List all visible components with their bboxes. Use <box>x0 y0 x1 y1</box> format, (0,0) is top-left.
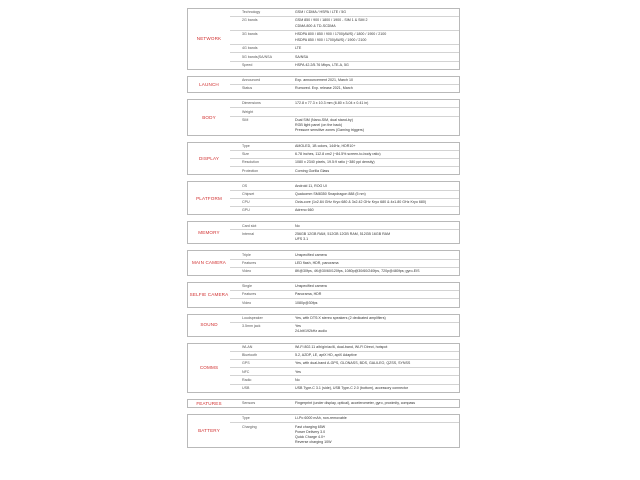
spec-label: Speed <box>242 62 253 67</box>
spec-value-line: Fast charging 65W <box>295 424 326 429</box>
section-rows <box>230 344 459 392</box>
spec-row <box>230 198 459 206</box>
spec-row <box>230 150 459 158</box>
spec-value-line: Yes, with dual-band A-GPS, GLONASS, BDS, GALILEO, QZSS, SYNSS <box>295 361 411 366</box>
spec-value <box>293 77 459 84</box>
spec-label: Single <box>242 284 252 289</box>
spec-value <box>293 323 459 336</box>
spec-label: SIM <box>242 117 249 122</box>
spec-value <box>293 423 459 446</box>
spec-value-line: SA/NSA <box>295 54 309 59</box>
spec-row <box>230 229 459 243</box>
spec-value-line: 6.78 inches, 112.8 cm2 (~84.5% screen-to-body ratio) <box>295 152 381 157</box>
section-rows <box>230 143 459 175</box>
spec-row <box>230 190 459 198</box>
spec-value <box>293 352 459 359</box>
spec-row <box>230 290 459 298</box>
spec-value-line: GSM 850 / 900 / 1800 / 1900 - SIM 1 & SIM 2 <box>295 18 368 23</box>
spec-row <box>230 222 459 229</box>
spec-row <box>230 143 459 150</box>
section-title: FEATURES <box>196 400 222 406</box>
spec-value-line: HSDPA 850 / 900 / 1700(AWS) / 1900 / 2100 <box>295 37 367 42</box>
spec-value-line: Android 11, ROG UI <box>295 183 327 188</box>
spec-row <box>230 84 459 92</box>
spec-value <box>293 260 459 267</box>
spec-section-display <box>187 142 460 176</box>
spec-row <box>230 44 459 52</box>
spec-row <box>230 166 459 174</box>
spec-value <box>293 344 459 351</box>
section-rows <box>230 283 459 307</box>
spec-section-comms <box>187 343 460 393</box>
spec-label: Video <box>242 300 252 305</box>
spec-value-line: USB Type-C 3.1 (side), USB Type-C 2.0 (bottom), accessory connector <box>295 385 409 390</box>
section-title: SOUND <box>200 322 218 328</box>
spec-value-line: Dual SIM (Nano-SIM, dual stand-by) <box>295 117 353 122</box>
spec-value <box>293 199 459 206</box>
spec-value-line: Wi-Fi 802.11 a/b/g/n/ac/6, dual-band, Wi-Fi Direct, hotspot <box>295 345 388 349</box>
spec-value-line: LTE <box>295 46 302 51</box>
spec-value <box>293 283 459 290</box>
spec-value <box>293 117 459 135</box>
spec-value <box>293 268 459 275</box>
section-title: NETWORK <box>196 36 222 42</box>
spec-value-line: Rumored. Exp. release 2021, March <box>295 86 353 91</box>
section-title: BATTERY <box>198 428 220 434</box>
section-rows <box>230 222 459 243</box>
spec-row <box>230 251 459 258</box>
spec-section-features <box>187 399 460 408</box>
spec-label: CPU <box>242 200 250 205</box>
spec-value <box>293 191 459 198</box>
spec-value-line: Quick Charge 4.0+ <box>295 434 326 439</box>
spec-row <box>230 61 459 69</box>
spec-value-line: 172.8 x 77.3 x 10.3 mm (6.80 x 3.04 x 0.41 in) <box>295 101 369 106</box>
spec-value-line: UFS 3.1 <box>295 236 309 241</box>
spec-label: OS <box>242 183 248 188</box>
section-rows <box>230 251 459 275</box>
spec-label: Status <box>242 86 253 91</box>
spec-value <box>293 207 459 214</box>
section-rows <box>230 400 459 407</box>
spec-label: Loudspeaker <box>242 315 263 320</box>
spec-label: GPU <box>242 208 250 213</box>
spec-value-line: No <box>295 223 300 228</box>
spec-value <box>293 251 459 258</box>
spec-value <box>293 143 459 150</box>
spec-label: Announced <box>242 78 261 83</box>
section-rows <box>230 9 459 69</box>
spec-row <box>230 259 459 267</box>
spec-label: Dimensions <box>242 101 261 106</box>
spec-label: Charging <box>242 424 257 429</box>
spec-value-line: Li-Po 6000 mAh, non-removable <box>295 416 347 421</box>
spec-value <box>293 230 459 243</box>
spec-section-memory <box>187 221 460 244</box>
spec-value-line: AMOLED, 1B colors, 144Hz, HDR10+ <box>295 144 356 148</box>
spec-value-line: Corning Gorilla Glass <box>295 168 330 173</box>
spec-value <box>293 222 459 229</box>
spec-value <box>293 291 459 298</box>
spec-value-line: Yes, with DTS:X stereo speakers (2 dedicated amplifiers) <box>295 315 386 320</box>
section-title: MEMORY <box>198 230 220 236</box>
spec-value <box>293 9 459 16</box>
spec-row <box>230 267 459 275</box>
spec-row <box>230 30 459 44</box>
section-rows <box>230 415 459 447</box>
spec-value-line: 5.2, A2DP, LE, aptX HD, aptX Adaptive <box>295 353 357 358</box>
section-title: COMMS <box>199 365 219 371</box>
spec-row <box>230 315 459 322</box>
spec-label: Features <box>242 292 257 297</box>
spec-label: Protection <box>242 168 259 173</box>
spec-row <box>230 351 459 359</box>
section-title: BODY <box>202 114 216 120</box>
spec-section-battery <box>187 414 460 448</box>
spec-row <box>230 107 459 115</box>
spec-value <box>293 400 459 407</box>
section-title: PLATFORM <box>196 195 222 201</box>
spec-value-line: Exp. announcement 2021, March 10 <box>295 78 353 83</box>
spec-value <box>293 108 459 115</box>
spec-value <box>293 385 459 392</box>
spec-value-line: 8K@30fps, 4K@30/60/120fps, 1080p@30/60/240fps, 720p@480fps; gyro-EIS <box>295 269 420 274</box>
spec-value <box>293 62 459 69</box>
spec-row <box>230 322 459 336</box>
spec-value <box>293 376 459 383</box>
spec-row <box>230 422 459 446</box>
spec-value <box>293 299 459 306</box>
spec-section-selfie-camera <box>187 282 460 308</box>
spec-label: Features <box>242 260 257 265</box>
spec-value-line: Qualcomm SM8350 Snapdragon 888 (5 nm) <box>295 191 366 196</box>
spec-section-body <box>187 99 460 136</box>
spec-value-line: 24-bit/192kHz audio <box>295 329 327 334</box>
spec-value <box>293 159 459 166</box>
spec-label: 3G bands <box>242 32 258 37</box>
spec-label: Video <box>242 269 252 274</box>
spec-row <box>230 359 459 367</box>
spec-value-line: HSDPA 800 / 850 / 900 / 1700(AWS) / 1800 / 1900 / 2100 <box>295 32 387 37</box>
spec-value-line: Yes <box>295 324 301 328</box>
spec-value-line: Panorama, HDR <box>295 292 322 297</box>
spec-section-sound <box>187 314 460 337</box>
spec-row <box>230 52 459 60</box>
spec-label: WLAN <box>242 345 253 349</box>
spec-sheet <box>187 8 460 454</box>
spec-value-line: Unspecified camera <box>295 284 327 289</box>
spec-label: 4G bands <box>242 46 258 51</box>
spec-value-line: Adreno 660 <box>295 208 314 213</box>
spec-row <box>230 77 459 84</box>
spec-value-line: CDMA 800 & TD-SCDMA <box>295 23 336 28</box>
spec-value <box>293 182 459 189</box>
section-rows <box>230 100 459 135</box>
section-title: SELFIE CAMERA <box>189 291 229 297</box>
spec-section-platform <box>187 181 460 215</box>
spec-label: Type <box>242 416 250 421</box>
spec-value <box>293 31 459 44</box>
spec-row <box>230 384 459 392</box>
spec-value-line: LED flash, HDR, panorama <box>295 260 339 265</box>
spec-label: GPS <box>242 361 250 366</box>
spec-value-line: RGB light panel (on the back) <box>295 123 343 127</box>
spec-section-main-camera <box>187 250 460 276</box>
spec-value <box>293 360 459 367</box>
section-title: MAIN CAMERA <box>191 260 227 266</box>
spec-row <box>230 158 459 166</box>
spec-label: Card slot <box>242 223 257 228</box>
spec-label: Radio <box>242 377 252 382</box>
spec-value <box>293 315 459 322</box>
spec-row <box>230 16 459 30</box>
section-rows <box>230 77 459 92</box>
section-rows <box>230 315 459 336</box>
spec-value-line: 256GB 12GB RAM, 512GB 12GB RAM, 512GB 16GB RAM <box>295 231 391 236</box>
spec-value-line: Fingerprint (under display, optical), accelerometer, gyro, proximity, compass <box>295 401 416 406</box>
spec-value-line: Octa-core (1x2.84 GHz Kryo 680 & 3x2.42 GHz Kryo 680 & 4x1.80 GHz Kryo 680) <box>295 200 427 205</box>
spec-label: Internal <box>242 231 254 236</box>
spec-value <box>293 85 459 92</box>
spec-section-network <box>187 8 460 70</box>
spec-value-line <box>295 110 457 115</box>
spec-value <box>293 53 459 60</box>
spec-label: 3.5mm jack <box>242 324 261 328</box>
spec-row <box>230 400 459 407</box>
spec-label: 2G bands <box>242 18 258 23</box>
spec-row <box>230 298 459 306</box>
spec-value <box>293 151 459 158</box>
spec-label: Bluetooth <box>242 353 258 358</box>
spec-value-line: HSPA 42.2/5.76 Mbps, LTE-A, 5G <box>295 62 349 67</box>
spec-row <box>230 344 459 351</box>
section-title: DISPLAY <box>198 155 220 161</box>
spec-row <box>230 375 459 383</box>
spec-label: Resolution <box>242 160 259 165</box>
spec-value-line: 1080p@30fps <box>295 300 318 305</box>
spec-label: Technology <box>242 10 261 15</box>
spec-row <box>230 9 459 16</box>
spec-value-line: Unspecified camera <box>295 252 327 257</box>
spec-value-line: GSM / CDMA / HSPA / LTE / 5G <box>295 10 346 15</box>
spec-label: Triple <box>242 252 251 257</box>
spec-label: Size <box>242 152 249 157</box>
spec-row <box>230 182 459 189</box>
section-rows <box>230 182 459 214</box>
spec-row <box>230 367 459 375</box>
spec-value-line: Pressure sensitive zones (Gaming triggers) <box>295 128 364 133</box>
spec-value-line: Yes <box>295 369 301 374</box>
spec-section-launch <box>187 76 460 93</box>
spec-row <box>230 100 459 107</box>
spec-value-line: Power Delivery 3.0 <box>295 429 326 434</box>
section-title: LAUNCH <box>199 81 219 87</box>
spec-value <box>293 167 459 174</box>
spec-row <box>230 283 459 290</box>
spec-label: Weight <box>242 109 254 114</box>
spec-label: Chipset <box>242 191 255 196</box>
spec-value <box>293 45 459 52</box>
spec-row <box>230 206 459 214</box>
spec-value <box>293 100 459 107</box>
spec-label: Sensors <box>242 401 256 406</box>
spec-value <box>293 368 459 375</box>
spec-row <box>230 116 459 135</box>
spec-label: Type <box>242 144 250 148</box>
spec-label: 5G bands(SA/NSA <box>242 54 272 59</box>
spec-value <box>293 415 459 422</box>
spec-value <box>293 17 459 30</box>
spec-value-line: No <box>295 377 300 382</box>
spec-label: NFC <box>242 369 250 374</box>
spec-value-line: Reverse charging 10W <box>295 440 332 445</box>
spec-row <box>230 415 459 422</box>
spec-label: USB <box>242 385 250 390</box>
spec-value-line: 1080 x 2340 pixels, 19.5:9 ratio (~380 ppi density) <box>295 160 375 165</box>
